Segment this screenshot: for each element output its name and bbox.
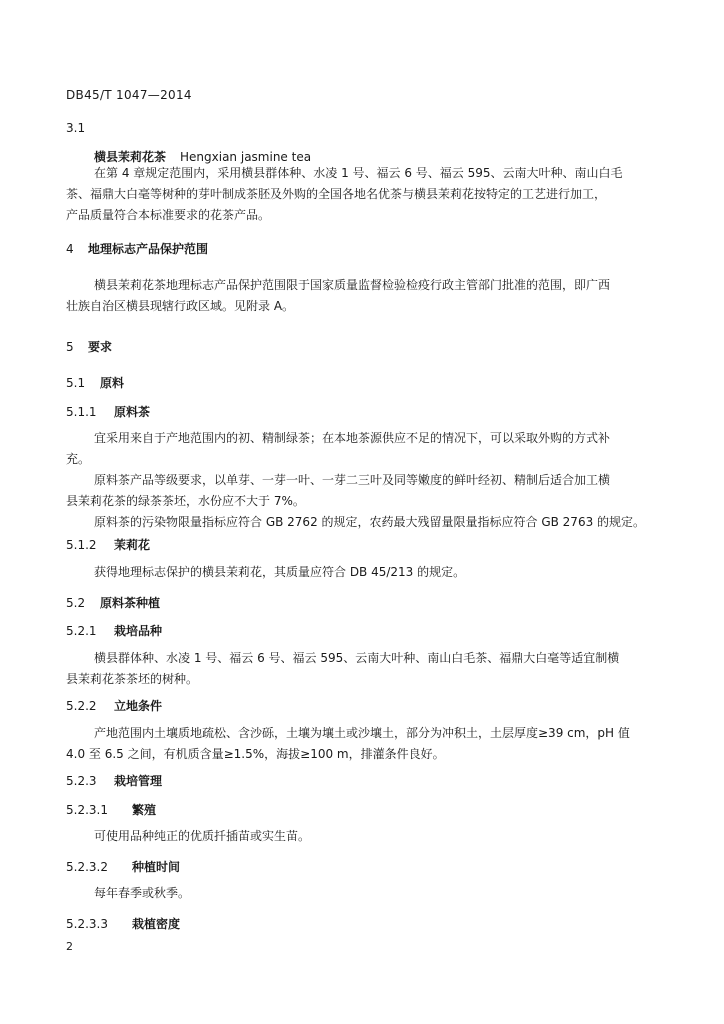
section-number: 4 — [66, 242, 74, 256]
term-definition — [66, 163, 660, 226]
text-line: 茶、福鼎大白毫等树种的芽叶制成茶胚及外购的全国各地名优茶与横县茉莉花按特定的工艺进行加工， — [66, 187, 607, 201]
section-number: 5.2 — [66, 596, 86, 610]
section-title: 原料茶种植 — [100, 596, 161, 610]
section-number: 5.2.3.2 — [66, 860, 108, 874]
text-line: 宜采用来自于产地范围内的初、精制绿茶；在本地茶源供应不足的情况下，可以采取外购的方式补 — [94, 431, 611, 445]
section-title: 栽培品种 — [114, 624, 163, 638]
section-heading — [66, 536, 150, 553]
text-line: 充。 — [66, 452, 91, 466]
section-heading — [66, 240, 208, 257]
text-line: 产地范围内土壤质地疏松、含沙砾，土壤为壤土或沙壤土，部分为冲积土，土层厚度≥39 cm，pH 值 — [94, 726, 630, 740]
paragraph — [66, 275, 660, 317]
section-title: 栽培管理 — [114, 774, 163, 788]
text-line: 产品质量符合本标准要求的花茶产品。 — [66, 208, 271, 222]
text-line: 原料茶产品等级要求，以单芽、一芽一叶、一芽二三叶及同等嫩度的鲜叶经初、精制后适合加工横 — [94, 473, 611, 487]
section-heading — [66, 858, 180, 875]
section-heading — [66, 403, 150, 420]
paragraph — [66, 723, 660, 765]
section-number: 5.2.3 — [66, 774, 97, 788]
section-number: 5.1.2 — [66, 538, 97, 552]
section-title: 栽植密度 — [132, 917, 181, 931]
section-title: 种植时间 — [132, 860, 181, 874]
term-english: Hengxian jasmine tea — [180, 150, 312, 164]
document-number: DB45/T 1047—2014 — [66, 88, 192, 102]
section-heading — [66, 338, 112, 355]
text-line: 壮族自治区横县现辖行政区域。见附录 A。 — [66, 299, 295, 313]
section-title: 繁殖 — [132, 803, 157, 817]
text-line: 每年春季或秋季。 — [94, 886, 191, 900]
section-heading — [66, 594, 160, 611]
section-title: 立地条件 — [114, 699, 163, 713]
section-heading — [66, 697, 162, 714]
text-line: 4.0 至 6.5 之间，有机质含量≥1.5%，海拔≥100 m，排灌条件良好。 — [66, 747, 445, 761]
section-heading — [66, 801, 156, 818]
text-line: 县茉莉花茶茶坯的树种。 — [66, 672, 199, 686]
paragraph — [66, 648, 660, 690]
section-number: 5.1.1 — [66, 405, 97, 419]
section-title: 地理标志产品保护范围 — [88, 242, 209, 256]
section-number: 5.2.3.3 — [66, 917, 108, 931]
section-title: 茉莉花 — [114, 538, 151, 552]
text-line: 可使用品种纯正的优质扦插苗或实生苗。 — [94, 829, 311, 843]
section-number: 5.1 — [66, 376, 86, 390]
text-line: 在第 4 章规定范围内，采用横县群体种、水凌 1 号、福云 6 号、福云 595、云南大叶种、南山白毛 — [94, 166, 623, 180]
section-heading — [66, 622, 162, 639]
section-title: 要求 — [88, 340, 113, 354]
paragraph — [66, 826, 660, 847]
section-heading — [66, 374, 124, 391]
text-line: 原料茶的污染物限量指标应符合 GB 2762 的规定，农药最大残留量限量指标应符合 GB 2763 的规定。 — [94, 515, 646, 529]
section-heading — [66, 915, 180, 932]
section-number: 5.2.2 — [66, 699, 97, 713]
section-number: 5 — [66, 340, 74, 354]
section-number: 5.2.1 — [66, 624, 97, 638]
paragraph — [66, 562, 660, 583]
text-line: 横县茉莉花茶地理标志产品保护范围限于国家质量监督检验检疫行政主管部门批准的范围，即广西 — [94, 278, 611, 292]
section-title: 原料茶 — [114, 405, 151, 419]
term-chinese: 横县茉莉花茶 — [94, 150, 167, 164]
section-title: 原料 — [100, 376, 125, 390]
text-line: 横县群体种、水凌 1 号、福云 6 号、福云 595、云南大叶种、南山白毛茶、福鼎大白毫等适宜制横 — [94, 651, 620, 665]
text-line: 获得地理标志保护的横县茉莉花，其质量应符合 DB 45/213 的规定。 — [94, 565, 466, 579]
paragraph — [66, 883, 660, 904]
text-line: 县茉莉花茶的绿茶茶坯，水份应不大于 7%。 — [66, 494, 305, 508]
clause-number: 3.1 — [66, 121, 86, 135]
section-heading — [66, 772, 162, 789]
page-number: 2 — [66, 940, 73, 953]
section-number: 5.2.3.1 — [66, 803, 108, 817]
paragraph — [66, 428, 660, 533]
